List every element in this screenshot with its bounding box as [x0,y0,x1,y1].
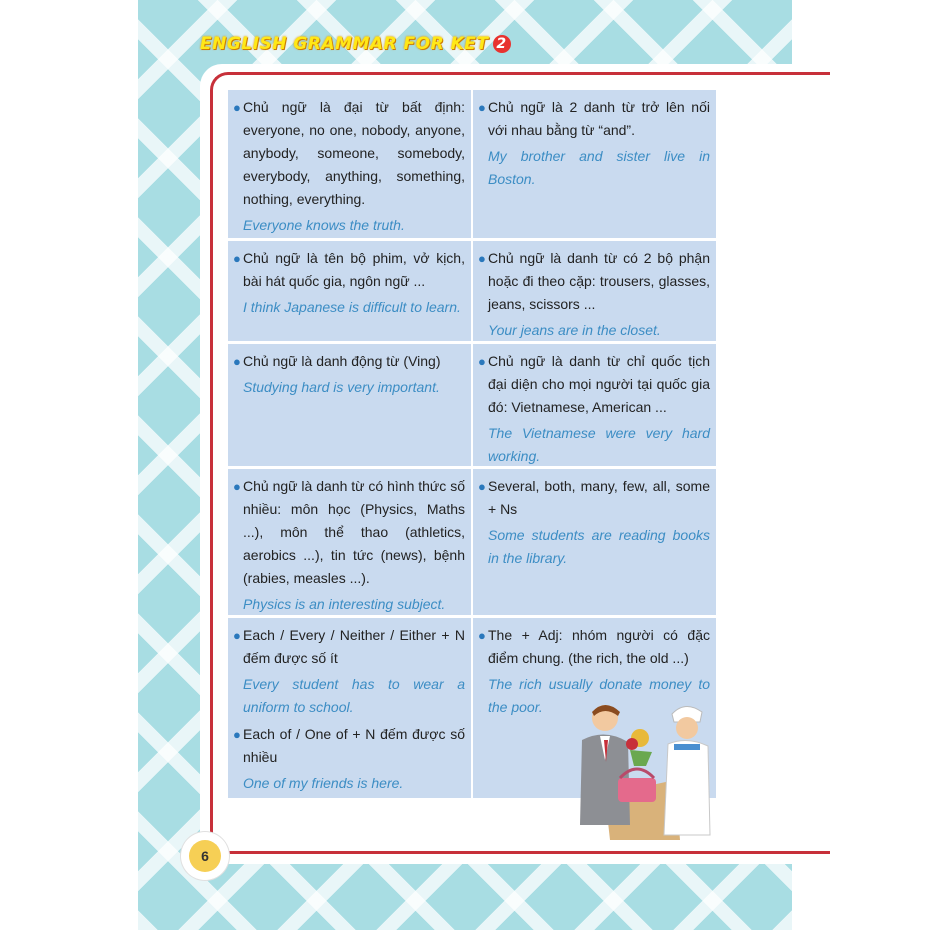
grammar-cell [473,90,716,238]
grammar-rule [478,475,710,521]
grammar-rule [478,624,710,670]
grammar-cell [228,618,471,798]
woman-uniform [664,740,710,835]
bullet-icon: ● [233,628,241,643]
grammar-cell [228,469,471,615]
shop-illustration [560,700,730,840]
woman-collar [674,744,700,750]
rule-text: Several, both, many, few, all, some + Ns [488,478,710,517]
bullet-icon: ● [233,354,241,369]
example-sentence: One of my friends is here. [243,775,404,791]
book-volume-badge: 2 [493,35,511,53]
grammar-cell [228,90,471,238]
basket [618,778,656,802]
bullet-icon: ● [478,100,486,115]
rule-text: Chủ ngữ là danh từ có hình thức số nhiều: môn học (Physics, Maths ...), môn thể thao (athletics, aerobics ...), tin tức (news), bệnh (rabies, measles ...). [243,478,465,586]
example-sentence: I think Japanese is difficult to learn. [243,299,461,315]
grammar-rule [233,96,465,211]
page-number: 6 [189,840,221,872]
grammar-table [228,90,716,798]
rule-text: Chủ ngữ là đại từ bất định: everyone, no one, nobody, anyone, anybody, someone, somebody, everybody, anything, something, nothing, everything. [243,99,465,207]
grammar-cell [473,344,716,466]
rule-text: Each / Every / Neither / Either + N đếm được số ít [243,627,465,666]
grammar-rule [233,723,465,769]
bullet-icon: ● [478,628,486,643]
flower-leaves [630,750,652,766]
example-sentence: Everyone knows the truth. [243,217,405,233]
example-sentence: The rich usually donate money to the poor. [488,676,710,715]
flower-red [626,738,638,750]
example-sentence: Every student has to wear a uniform to school. [243,676,465,715]
grammar-rule [478,96,710,142]
example-sentence: Physics is an interesting subject. [243,596,446,612]
rule-text: Each of / One of + N đếm được số nhiều [243,726,465,765]
grammar-rule [478,350,710,419]
example-sentence: Studying hard is very important. [243,379,440,395]
example-sentence: Your jeans are in the closet. [488,322,661,338]
rule-text: Chủ ngữ là tên bộ phim, vở kịch, bài hát quốc gia, ngôn ngữ ... [243,250,465,289]
grammar-rule [233,350,465,373]
rule-text: Chủ ngữ là 2 danh từ trở lên nối với nhau bằng từ “and”. [488,99,710,138]
bullet-icon: ● [233,727,241,742]
grammar-rule [478,247,710,316]
grammar-cell [228,344,471,466]
grammar-rule [233,247,465,293]
rule-text: The + Adj: nhóm người có đặc điểm chung. (the rich, the old ...) [488,627,710,666]
example-sentence: My brother and sister live in Boston. [488,148,710,187]
bullet-icon: ● [233,251,241,266]
rule-text: Chủ ngữ là danh từ có 2 bộ phận hoặc đi theo cặp: trousers, glasses, jeans, scissors ... [488,250,710,312]
grammar-rule [233,475,465,590]
grammar-cell [473,469,716,615]
example-sentence: Some students are reading books in the library. [488,527,710,566]
grammar-cell [473,241,716,341]
book-title: ENGLISH GRAMMAR FOR KET [200,34,489,54]
bullet-icon: ● [478,354,486,369]
rule-text: Chủ ngữ là danh từ chỉ quốc tịch đại diện cho mọi người tại quốc gia đó: Vietnamese, American ... [488,353,710,415]
page-number-badge [181,832,229,880]
bullet-icon: ● [478,479,486,494]
grammar-cell [228,241,471,341]
bullet-icon: ● [233,100,241,115]
grammar-rule [233,624,465,670]
bullet-icon: ● [478,251,486,266]
book-header [200,34,511,54]
bullet-icon: ● [233,479,241,494]
woman-head [676,717,698,739]
rule-text: Chủ ngữ là danh động từ (Ving) [243,353,441,369]
example-sentence: The Vietnamese were very hard working. [488,425,710,464]
